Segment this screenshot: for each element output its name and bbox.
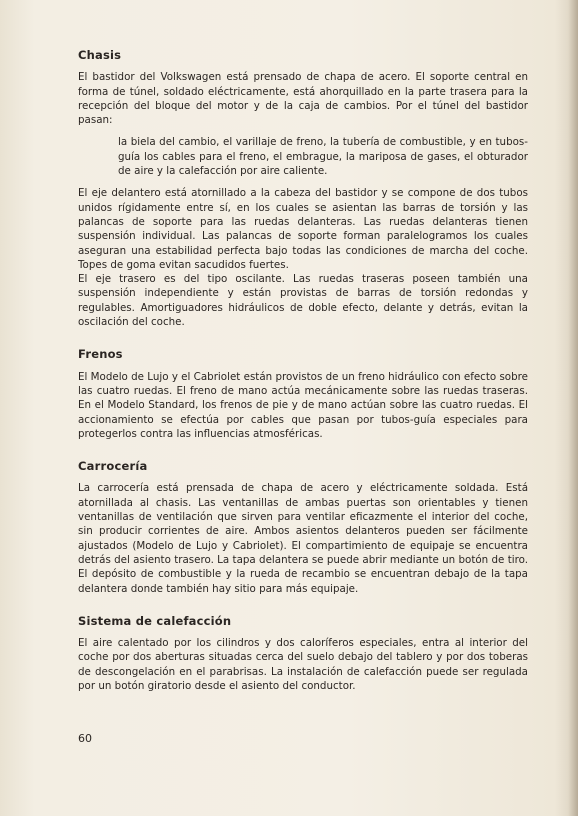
- section-carroceria: [78, 459, 528, 596]
- section-calefaccion: [78, 614, 528, 693]
- section-heading: Carrocería: [78, 459, 148, 474]
- section-heading: Chasis: [78, 48, 122, 62]
- page-content: [78, 48, 528, 711]
- paragraph: El eje delantero está atornillado a la cabeza del bastidor y se compone de dos tubos unidos rígidamente entre sí, en los cuales se asientan las barras de torsión y las palancas de soporte para las ruedas delanteras. Las ruedas delanteras tienen suspensión individual. Las palancas de soporte forman paralelogramos los cuales aseguran una estabilidad perfecta bajo todas las condiciones de marcha del coche. Topes de goma evitan sacudidos fuertes.: [78, 187, 528, 271]
- paragraph: El aire calentado por los cilindros y dos caloríferos especiales, entra al interior del coche por dos aberturas situadas cerca del suelo debajo del tablero y por dos toberas de descongelación en el parabrisas. La instalación de calefacción puede ser regulada por un botón giratorio desde el asiento del conductor.: [78, 637, 528, 692]
- indented-paragraph: la biela del cambio, el varillaje de freno, la tubería de combustible, y en tubos-guía los cables para el freno, el embrague, la mariposa de gases, el obturador de aire y la calefacción por aire caliente.: [118, 136, 528, 178]
- paragraph: El eje trasero es del tipo oscilante. Las ruedas traseras poseen también una suspensión independiente y están provistas de barras de torsión redondas y regulables. Amortiguadores hidráulicos de doble efecto, delante y detrás, evitan la oscilación del coche.: [78, 273, 528, 329]
- section-frenos: [78, 347, 528, 441]
- section-chasis: [78, 48, 528, 329]
- section-heading: Sistema de calefacción: [78, 613, 232, 628]
- page-edge-shadow: [568, 0, 578, 816]
- paragraph: La carrocería está prensada de chapa de acero y eléctricamente soldada. Está atornillada al chasis. Las ventanillas de ambas puertas son orientables y tienen ventanillas de ventilación que sirven para ventilar eficazmente el interior del coche, sin producir corrientes de aire. Ambos asientos delanteros pueden ser fácilmente ajustados (Modelo de Lujo y Cabriolet). El compartimiento de equipaje se encuentra detrás del asiento trasero. La tapa delantera se puede abrir mediante un botón de tiro. El depósito de combustible y la rueda de recambio se encuentran debajo de la tapa delantera donde también hay sitio para más equipaje.: [78, 482, 528, 595]
- page-number: 60: [78, 732, 92, 745]
- paragraph: El Modelo de Lujo y el Cabriolet están provistos de un freno hidráulico con efecto sobre las cuatro ruedas. El freno de mano actúa mecánicamente sobre las ruedas traseras. En el Modelo Standard, los frenos de pie y de mano actúan sobre las cuatro ruedas. El accionamiento se efectúa por cables que pasan por tubos-guía especiales para protegerlos contra las influencias atmosféricas.: [78, 370, 528, 440]
- section-heading: Frenos: [78, 347, 123, 362]
- paragraph: El bastidor del Volkswagen está prensado de chapa de acero. El soporte central en forma de túnel, soldado eléctricamente, está ahorquillado en la parte trasera para la recepción del bloque del motor y de la caja de cambios. Por el túnel del bastidor pasan:: [78, 71, 528, 127]
